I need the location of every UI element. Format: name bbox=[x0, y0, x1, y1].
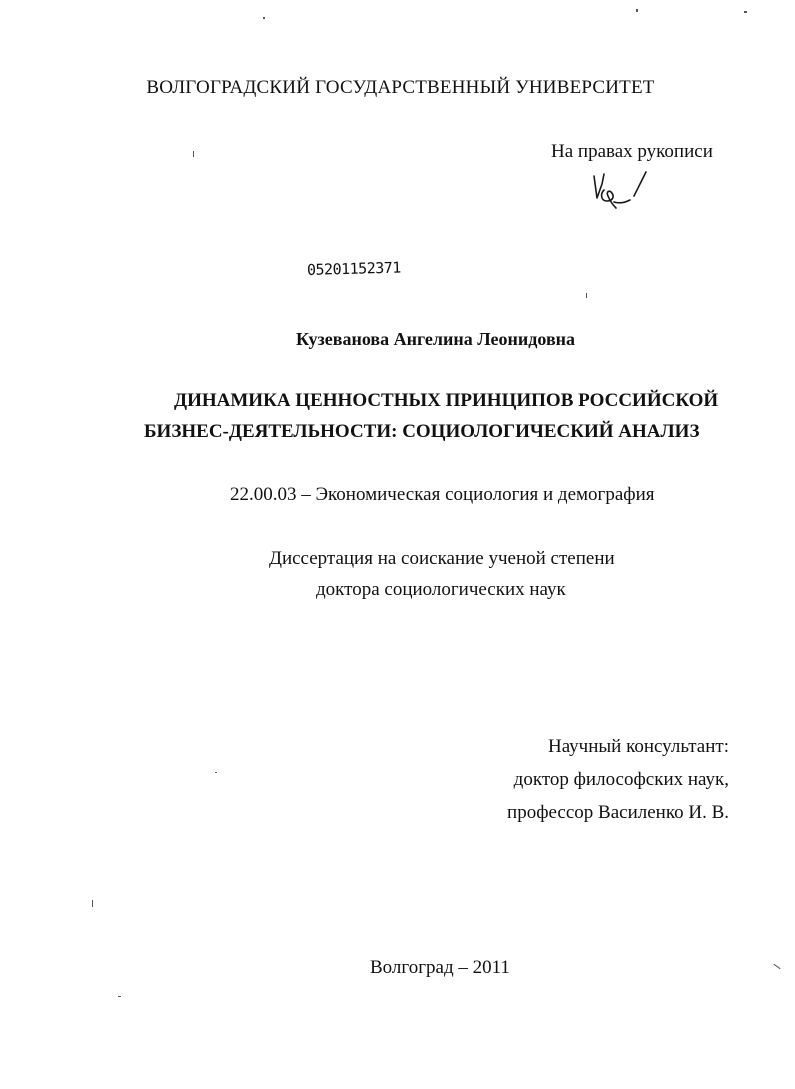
city-year: Волгоград – 2011 bbox=[370, 957, 510, 978]
barcode-number: 05201152371 bbox=[306, 258, 402, 279]
scan-speck bbox=[92, 900, 93, 907]
scan-speck bbox=[118, 996, 121, 997]
degree-line-2: доктора социологических наук bbox=[316, 579, 566, 600]
scan-speck bbox=[744, 11, 747, 13]
university-name: ВОЛГОГРАДСКИЙ ГОСУДАРСТВЕННЫЙ УНИВЕРСИТЕТ bbox=[146, 77, 655, 98]
scan-speck bbox=[636, 9, 638, 12]
degree-line-1: Диссертация на соискание ученой степени bbox=[269, 548, 615, 569]
scan-speck bbox=[263, 17, 265, 19]
dissertation-title-line-2: БИЗНЕС-ДЕЯТЕЛЬНОСТИ: СОЦИОЛОГИЧЕСКИЙ АНАЛИЗ bbox=[144, 421, 700, 442]
specialty-code: 22.00.03 – Экономическая социология и демография bbox=[230, 484, 655, 505]
author-name: Кузеванова Ангелина Леонидовна bbox=[295, 329, 576, 349]
manuscript-note: На правах рукописи bbox=[551, 141, 713, 162]
consultant-name: профессор Василенко И. В. bbox=[507, 802, 729, 823]
consultant-label: Научный консультант: bbox=[547, 736, 729, 757]
handwritten-signature bbox=[590, 168, 652, 222]
dissertation-title-line-1: ДИНАМИКА ЦЕННОСТНЫХ ПРИНЦИПОВ РОССИЙСКОЙ bbox=[174, 390, 719, 411]
scientific-consultant-block bbox=[507, 737, 729, 836]
consultant-degree: доктор философских наук, bbox=[513, 769, 729, 790]
scan-speck bbox=[586, 293, 587, 298]
scan-speck bbox=[193, 151, 194, 157]
scan-speck bbox=[215, 772, 217, 773]
scan-speck bbox=[773, 964, 780, 969]
